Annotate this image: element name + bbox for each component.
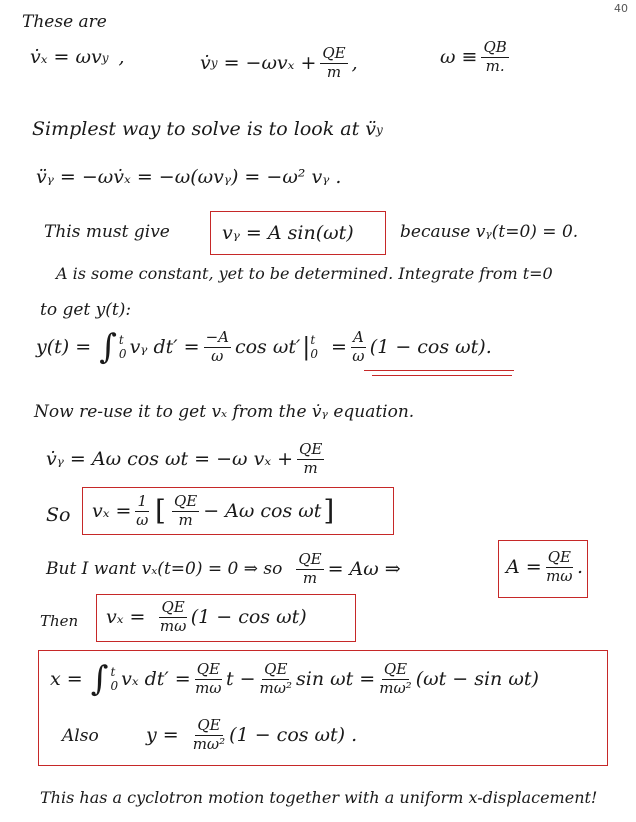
eq2-mid: = −ωvₓ +	[223, 51, 317, 74]
y-f1-num: −A	[205, 328, 229, 346]
eq2-fraction	[320, 46, 347, 81]
line-because: because vᵧ(t=0) = 0.	[400, 222, 579, 242]
y-traj-num: QE	[197, 716, 221, 734]
eq2-sub: y	[210, 56, 218, 71]
y-f1-den: ω	[211, 346, 224, 365]
vx-gen-tail: − Aω cos ωt	[203, 499, 322, 522]
y-mid: cos ωt′	[234, 335, 301, 358]
line-get-y: to get y(t):	[40, 300, 132, 320]
eq3-fraction	[481, 40, 508, 75]
line-must-give: This must give	[44, 222, 170, 242]
vx-gen-lhs: vₓ =	[92, 499, 132, 522]
line-simplest	[32, 120, 383, 139]
x-integral-sign: ∫	[90, 659, 109, 700]
eval-limits	[310, 333, 318, 362]
vy-dot-den: m	[303, 458, 318, 477]
x-integrand: vₓ dt′ =	[121, 667, 191, 690]
A-den: mω	[546, 566, 573, 585]
simplest-text: Simplest way to solve is to look at	[32, 118, 360, 140]
vx-gen-in-num: QE	[173, 492, 198, 510]
vy-dot-lhs: v̇ᵧ = Aω cos ωt = −ω vₓ +	[46, 447, 294, 470]
line-intro: These are	[22, 12, 107, 32]
y-eq: =	[331, 335, 347, 358]
eq-y-integral	[36, 327, 492, 368]
x-lhs: x =	[50, 667, 83, 690]
eq-vy-dot	[200, 46, 358, 81]
y-traj-frac	[193, 718, 225, 753]
eq1-lhs: v̇ₓ	[30, 46, 48, 68]
vx-gen-f-num: 1	[137, 492, 147, 510]
eq2-den: m	[326, 62, 342, 81]
y-f2-den: ω	[352, 346, 365, 365]
line-want	[46, 552, 401, 587]
bar-top: t	[310, 332, 316, 347]
x-f3-den: mω²	[379, 678, 412, 697]
also-label: Also	[62, 726, 99, 746]
x-f1-num: QE	[196, 660, 220, 678]
A-frac	[546, 550, 573, 585]
bracket-close: ]	[323, 494, 335, 528]
eq1-comma: ,	[118, 46, 125, 68]
x-f3-num: QE	[383, 660, 408, 678]
x-f2-den: mω²	[259, 678, 293, 697]
x-lim-top: t	[110, 664, 116, 679]
eq-omega-def	[440, 40, 513, 75]
eq-vx-final	[106, 600, 307, 635]
y-integrand: vᵧ dt′ =	[129, 335, 200, 358]
vx-fin-num: QE	[161, 598, 185, 616]
x-frac2	[260, 662, 292, 697]
y-frac1	[204, 330, 231, 365]
integral-limits	[119, 333, 127, 362]
vy-dot-num: QE	[299, 440, 323, 458]
y-lhs: y(t) =	[36, 335, 92, 358]
eq3-lhs: ω ≡	[440, 45, 478, 68]
lim-bot: 0	[118, 347, 127, 362]
line-reuse: Now re-use it to get vₓ from the v̇ᵧ equation.	[34, 402, 415, 422]
x-lim-bot: 0	[110, 679, 119, 694]
x-frac1	[195, 662, 222, 697]
A-lhs: A =	[506, 555, 542, 578]
eq-vx-dot	[30, 48, 125, 67]
want-text: But I want vₓ(t=0) = 0 ⇒ so	[46, 558, 283, 579]
vx-fin-frac	[159, 600, 186, 635]
A-num: QE	[547, 548, 571, 566]
want-frac	[296, 552, 323, 587]
line-conclusion: This has a cyclotron motion together with a uniform x-displacement!	[40, 788, 598, 807]
vx-gen-frac	[135, 494, 149, 529]
x-t: t −	[225, 667, 256, 690]
vx-gen-f-den: ω	[136, 510, 149, 529]
y-traj-tail: (1 − cos ωt) .	[229, 723, 358, 746]
vy-solution: vᵧ = A sin(ωt)	[222, 222, 354, 244]
vx-fin-den: mω	[159, 616, 187, 635]
eq-vy-dot-subst	[46, 442, 328, 477]
lim-top: t	[118, 332, 124, 347]
eq2-comma: ,	[351, 51, 358, 74]
vy-dot-frac	[297, 442, 324, 477]
eq-vy-ddot: v̈ᵧ = −ωv̇ₓ = −ω(ωvᵧ) = −ω² vᵧ .	[36, 166, 342, 188]
eq3-num: QB	[483, 38, 507, 56]
eq2-num: QE	[322, 44, 346, 62]
x-sin: sin ωt =	[296, 667, 376, 690]
underline-y-result-2	[372, 375, 512, 376]
eq-x-trajectory	[50, 659, 539, 700]
simplest-sub: y	[376, 122, 383, 137]
eq1-rhs: = ωv	[53, 46, 102, 68]
x-tail: (ωt − sin ωt)	[415, 667, 539, 690]
simplest-sym: v̈	[365, 118, 377, 140]
bracket-open: [	[155, 494, 166, 528]
then-label: Then	[40, 612, 79, 630]
eq-y-trajectory	[146, 718, 357, 753]
eq1-sub: y	[101, 50, 109, 65]
vx-fin-tail: (1 − cos ωt)	[190, 605, 307, 628]
want-num: QE	[298, 550, 322, 568]
x-f2-num: QE	[264, 660, 288, 678]
y-traj-lhs: y =	[146, 723, 179, 746]
page-number: 40	[614, 2, 628, 15]
eq-vx-general	[92, 494, 336, 529]
eq3-den: m.	[485, 56, 505, 75]
A-dot: .	[576, 555, 583, 578]
underline-y-result-1	[364, 370, 514, 371]
x-frac3	[379, 662, 411, 697]
y-tail: (1 − cos ωt).	[369, 335, 492, 358]
x-f1-den: mω	[195, 678, 222, 697]
eval-bar: |	[302, 333, 311, 362]
want-mid: = Aω ⇒	[327, 557, 401, 580]
integral-sign: ∫	[99, 327, 117, 368]
bar-bot: 0	[310, 347, 319, 362]
y-traj-den: mω²	[192, 734, 226, 753]
vx-gen-in-den: m	[178, 510, 193, 529]
y-frac2	[351, 330, 366, 365]
x-integral-limits	[110, 665, 118, 694]
y-f2-num: A	[352, 328, 364, 346]
eq-A-value	[506, 550, 583, 585]
vx-gen-inner-frac	[172, 494, 199, 529]
eq2-lhs: v̇	[200, 51, 211, 74]
vx-fin-lhs: vₓ =	[106, 605, 146, 628]
line-constant: A is some constant, yet to be determined. Integrate from t=0	[56, 264, 553, 283]
want-den: m	[302, 568, 318, 587]
so-label: So	[46, 504, 71, 526]
